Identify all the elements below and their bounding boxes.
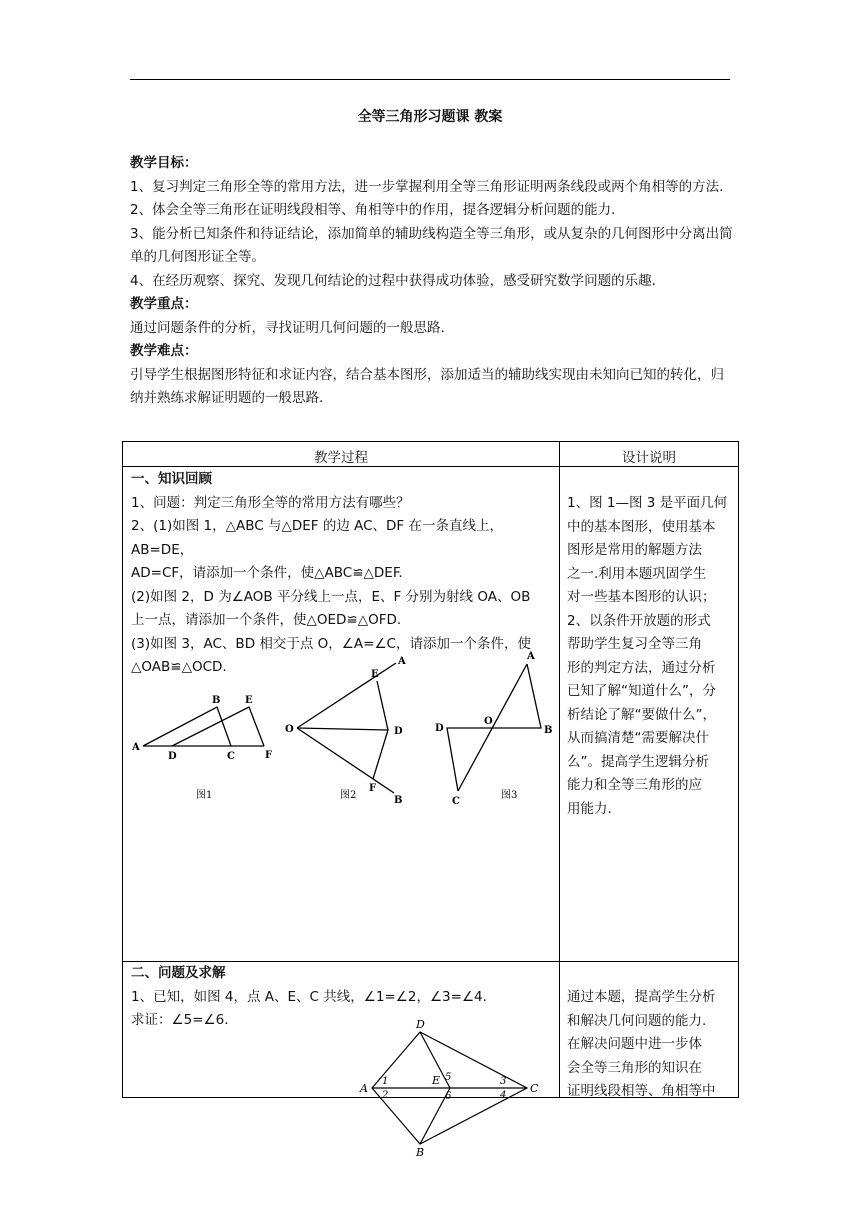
fig3-caption: 图3 (501, 790, 518, 801)
key-text: 通过问题条件的分析，寻找证明几何问题的一般思路. (130, 319, 445, 336)
fig2-label: B (394, 795, 403, 806)
question-text: 求证：∠5=∠6. (131, 1012, 229, 1028)
fig3-label: D (435, 723, 444, 734)
note-line: 会全等三角形的知识在 (567, 1059, 702, 1076)
note-line: 之一.利用本题巩固学生 (567, 565, 707, 582)
fig2-label: F (369, 783, 377, 794)
note-line: 帮助学生复习全等三角 (567, 636, 702, 652)
note-line: 析结论了解“要做什么”， (567, 706, 716, 723)
fig4-angle-label: 3 (500, 1076, 507, 1087)
note-line: 和解决几何问题的能力. (567, 1012, 707, 1029)
note-line: 从而搞清楚“需要解决什 (567, 730, 709, 746)
note-line: 已知了解“知道什么”，分 (567, 683, 716, 699)
key-heading: 教学重点： (130, 296, 198, 312)
fig3-label: O (484, 716, 493, 727)
question-text: 1、已知，如图 4，点 A、E、C 共线，∠1=∠2，∠3=∠4. (131, 988, 487, 1005)
note-line: 中的基本图形，使用基本 (567, 518, 716, 535)
note-line: 对一些基本图形的认识； (567, 589, 716, 605)
fig4-label: E (432, 1074, 441, 1087)
fig1-label: B (212, 695, 221, 706)
note-line: 证明线段相等、角相等中 (567, 1083, 716, 1099)
col-header-process: 教学过程 (314, 450, 368, 466)
note-line: 1、图 1—图 3 是平面几何 (567, 495, 728, 511)
note-line: 用能力. (567, 800, 612, 817)
col-header-notes: 设计说明 (622, 450, 676, 466)
goal-item: 2、体会全等三角形在证明线段相等、角相等中的作用，提各逻辑分析问题的能力. (130, 202, 616, 218)
question-text: 1、问题：判定三角形全等的常用方法有哪些？ (131, 494, 410, 511)
difficulty-heading: 教学难点： (130, 343, 198, 359)
note-line: 形的判定方法，通过分析 (567, 659, 716, 676)
fig1-label: E (245, 695, 253, 706)
question-text: (3)如图 3，AC、BD 相交于点 O，∠A=∠C，请添加一个条件，使 (131, 635, 531, 652)
note-line: 在解决问题中进一步体 (567, 1036, 702, 1052)
goals-heading: 教学目标： (130, 155, 198, 171)
fig3-label: A (527, 651, 535, 662)
note-line: 2、以条件开放题的形式 (567, 612, 711, 629)
note-line: 通过本题，提高学生分析 (567, 989, 716, 1005)
fig2-label: O (285, 724, 294, 735)
fig3-label: C (452, 796, 460, 807)
note-line: 图形是常用的解题方法 (567, 542, 702, 558)
section-problem (131, 962, 556, 1033)
fig4-label: C (530, 1082, 539, 1095)
goal-item: 1、复习判定三角形全等的常用方法，进一步掌握利用全等三角形证明两条线段或两个角相等的方法. (130, 178, 724, 195)
fig1-label: F (265, 750, 273, 761)
section-heading: 二、问题及求解 (131, 965, 226, 981)
section-review-notes (567, 492, 737, 821)
fig1-label: C (227, 751, 235, 762)
question-text: (2)如图 2，D 为∠AOB 平分线上一点，E、F 分别为射线 OA、OB (131, 588, 531, 605)
goal-item: 4、在经历观察、探究、发现几何结论的过程中获得成功体验，感受研究数学问题的乐趣. (130, 272, 656, 289)
note-line: 能力和全等三角形的应 (567, 777, 702, 793)
section-problem-notes (567, 986, 737, 1104)
lesson-table (122, 441, 739, 1098)
fig4-angle-label: 1 (382, 1076, 389, 1087)
header-rule (130, 79, 730, 80)
question-text: AD=CF，请添加一个条件，使△ABC≌△DEF. (131, 565, 403, 581)
question-text: 上一点，请添加一个条件，使△OED≌△OFD. (131, 612, 402, 628)
fig4-angle-label: 6 (445, 1091, 452, 1102)
question-text: 2、(1)如图 1，△ABC 与△DEF 的边 AC、DF 在一条直线上，AB=DE， (131, 518, 503, 558)
section-review (131, 468, 556, 680)
fig4-label: D (416, 1018, 425, 1031)
fig4-label: B (416, 1146, 425, 1159)
difficulty-text: 引导学生根据图形特征和求证内容，结合基本图形，添加适当的辅助线实现由未知向已知的转化，归纳并熟练求解证明题的一般思路. (130, 366, 724, 406)
table-header-rule (123, 466, 738, 467)
fig2-label: D (394, 726, 403, 737)
section-heading: 一、知识回顾 (131, 471, 212, 487)
table-column-divider (559, 442, 560, 1097)
fig4-angle-label: 2 (382, 1090, 389, 1101)
fig1-label: A (132, 742, 140, 753)
fig4-label: A (360, 1082, 368, 1095)
goal-item: 3、能分析已知条件和待证结论，添加简单的辅助线构造全等三角形，或从复杂的几何图形中分离出简单的几何图形证全等。 (130, 225, 733, 265)
page-title: 全等三角形习题课 教案 (357, 109, 503, 125)
fig1-caption: 图1 (196, 790, 213, 801)
fig3-label: B (544, 725, 553, 736)
fig4-angle-label: 4 (500, 1090, 507, 1101)
lesson-intro (130, 152, 735, 411)
fig2-label: E (371, 669, 379, 680)
fig2-label: A (398, 656, 406, 667)
fig4-angle-label: 5 (445, 1072, 452, 1083)
fig1-label: D (168, 751, 177, 762)
fig2-caption: 图2 (340, 790, 357, 801)
question-text: △OAB≌△OCD. (131, 659, 227, 675)
note-line: 么”。提高学生逻辑分析 (567, 753, 709, 770)
